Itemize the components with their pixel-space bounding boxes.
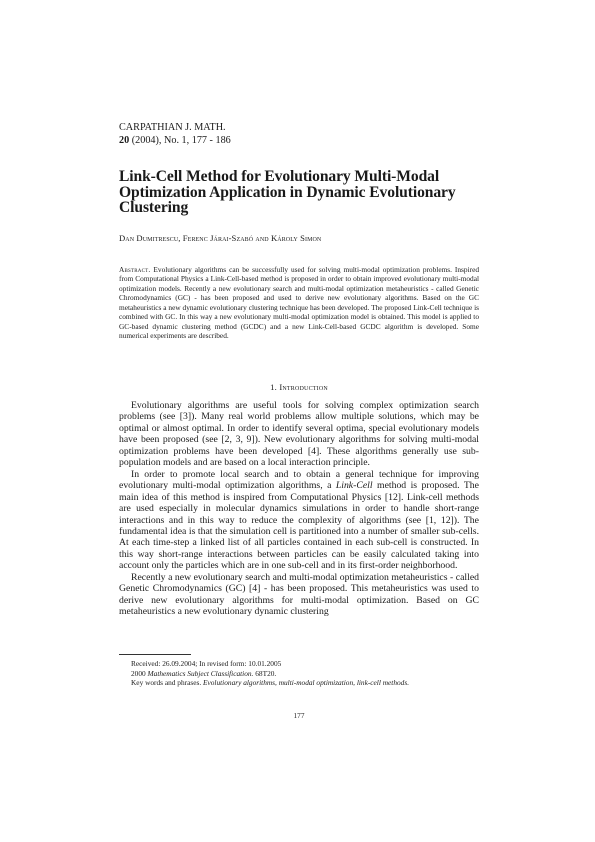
received-note: Received: 26.09.2004; In revised form: 10.01.2005 — [131, 659, 282, 668]
paragraph-1: Evolutionary algorithms are useful tools for solving complex optimization search problems (see [3]). Many real world problems allow multiple solutions, which may be optimal or almost optimal. In order to identify several optima, special evolutionary models have been proposed (see [2, 3, 9]). New evolutionary algorithms for solving multi-modal optimization problems have been developed [4]. These algorithms generally use sub-population models and are based on a local interaction principle. — [119, 400, 479, 469]
abstract — [119, 265, 479, 341]
paragraph-2 — [119, 469, 479, 572]
volume-number: 20 — [119, 135, 130, 146]
volume-line — [119, 134, 479, 147]
msc-label: Mathematics Subject Classification. — [147, 668, 254, 678]
footnote-rule — [119, 654, 191, 655]
paragraph-3: Recently a new evolutionary search and multi-modal optimization metaheuristics - called Genetic Chromodynamics (GC) [4] - has been proposed. This metaheuristics was used to derive new evolutionary algorithms for multi-modal optimization. Based on GC metaheuristics a new evolutionary dynamic clustering — [119, 571, 479, 618]
msc-note — [119, 669, 479, 679]
keywords-note — [119, 678, 479, 688]
abstract-label: Abstract. — [119, 265, 151, 274]
issue-info: (2004), No. 1, 177 - 186 — [129, 135, 231, 146]
paragraph-2-text-a: In order to promote local search and to obtain a general technique for improving evolutionary multi-modal optimization algorithms, a — [119, 468, 479, 492]
msc-prefix: 2000 — [131, 668, 148, 678]
keywords-list: Evolutionary algorithms, multi-modal optimization, link-cell methods. — [203, 678, 410, 688]
msc-code: 68T20. — [253, 668, 277, 678]
body-text — [119, 400, 479, 618]
paragraph-2-emphasis: Link-Cell — [335, 480, 373, 492]
section-title: Introduction — [279, 382, 328, 392]
section-heading — [119, 382, 479, 392]
journal-name: CARPATHIAN J. MATH. — [119, 122, 226, 133]
paragraph-2-text-b: method is proposed. The main idea of this method is inspired from Computational Physics [12]. Link-cell methods are used especially in molecular dynamics simulations in order to handle short-range interactions and in this way to reduce the complexity of algorithms (see [1, 12]). The fundamental idea is that the simulation cell is partitioned into a number of smaller sub-cells. At each time-step a linked list of all particles contained in each sub-cell is constructed. In this way short-range interactions between particles can be easily calculated taking into account only the particles which are in one sub-cell and in its first-order neighborhood. — [119, 480, 479, 572]
abstract-text: Evolutionary algorithms can be successfully used for solving multi-modal optimization problems. Inspired from Computational Physics a Link-Cell-based method is proposed in order to obtain improved evolutionary multi-modal optimization models. Recently a new evolutionary search and multi-modal optimization metaheuristics - called Genetic Chromodynamics (GC) - has been proposed and used to derive new evolutionary algorithms. Based on the GC metaheuristics a new dynamic evolutionary clustering technique has been developed. The proposed Link-Cell technique is combined with GC. In this way a new evolutionary multi-modal optimization model is obtained. This model is applied to GC-based dynamic clustering method (GCDC) and a new Link-Cell-based GCDC algorithm is developed. Some numerical experiments are described. — [119, 265, 480, 341]
section-number: 1. — [270, 382, 277, 392]
page-number: 177 — [293, 711, 305, 720]
author-list: Dan Dumitrescu, Ferenc Járai-Szabó and Károly Simon — [119, 233, 322, 243]
paper-title: Link-Cell Method for Evolutionary Multi-Modal Optimization Application in Dynamic Evolutionary Clustering — [119, 168, 456, 216]
journal-header — [119, 121, 479, 147]
footnotes — [119, 659, 479, 688]
keywords-label: Key words and phrases. — [131, 678, 202, 688]
